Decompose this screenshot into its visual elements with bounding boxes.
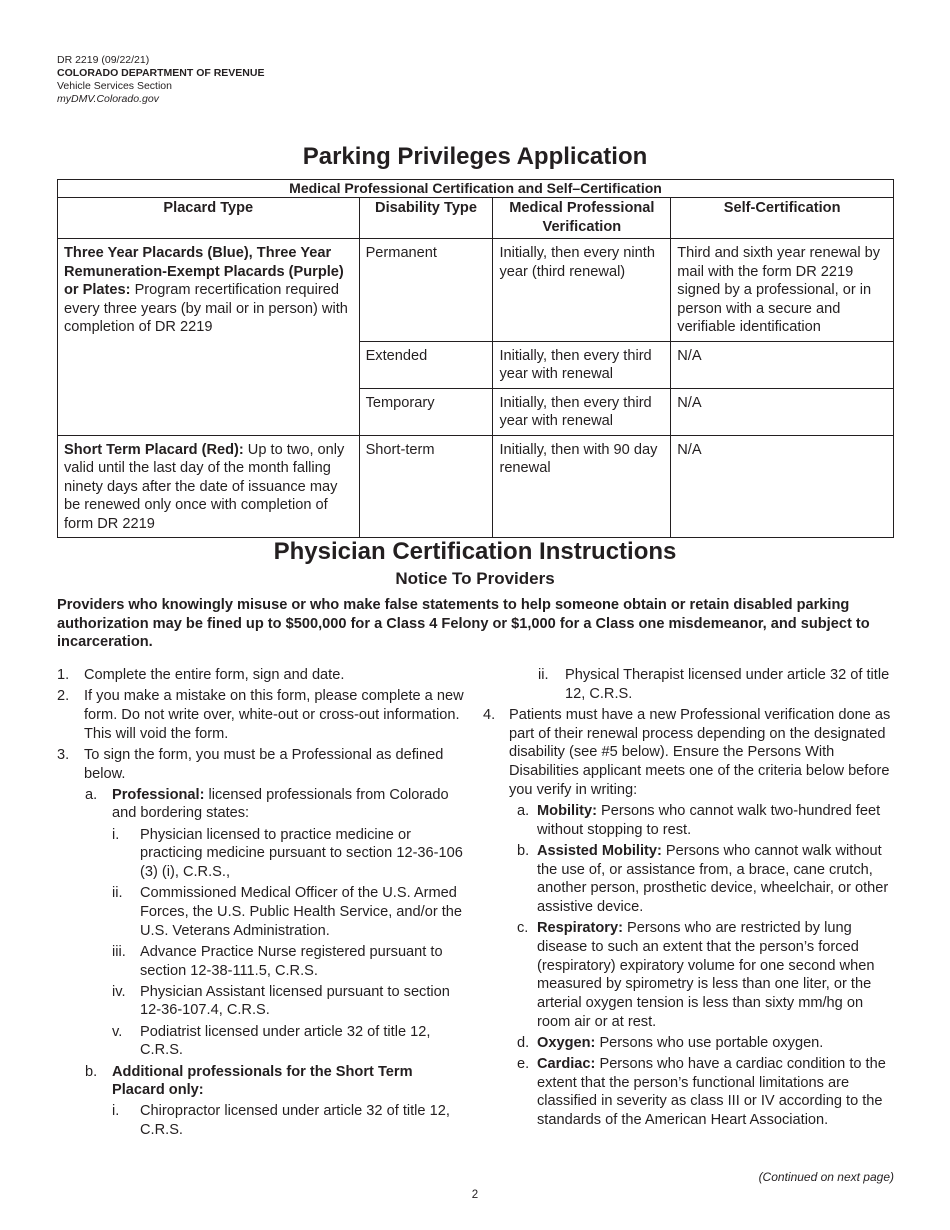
list-item bbox=[483, 1034, 895, 1053]
department-name: COLORADO DEPARTMENT OF REVENUE bbox=[57, 67, 265, 79]
list-item bbox=[483, 919, 895, 1031]
page-title: Parking Privileges Application bbox=[302, 143, 648, 170]
list-text: Patients must have a new Professional verification done as part of their renewal process depending on the designated disability (see #5 below). Ensure the Persons With Disabilities applicant meets one of the criteria below before you verify in writing: bbox=[509, 706, 891, 798]
list-text: Complete the entire form, sign and date. bbox=[84, 667, 345, 683]
list-text: Physician Assistant licensed pursuant to section 12-36-107.4, C.R.S. bbox=[140, 983, 450, 1019]
certification-table bbox=[57, 179, 894, 538]
list-term: Professional: bbox=[112, 786, 205, 803]
notice-text: Providers who knowingly misuse or who make false statements to help someone obtain or retain disabled parking authorization may be fined up to $500,000 for a Class 4 Felony or $1,000 for a Class one misdemeanor, and subject to incarceration. bbox=[57, 597, 870, 651]
list-number: b. bbox=[517, 842, 530, 859]
list-number: b. bbox=[85, 1063, 98, 1080]
placard-type-cell bbox=[58, 239, 360, 436]
table-row bbox=[58, 239, 894, 342]
self-cert-cell: N/A bbox=[671, 341, 894, 388]
list-term: Respiratory: bbox=[537, 920, 623, 937]
list-item bbox=[57, 1023, 467, 1060]
notice-title: Notice To Providers bbox=[395, 569, 555, 588]
self-cert-cell: Third and sixth year renewal by mail with the form DR 2219 signed by a professional, or in person with a secure and verifiable identification bbox=[671, 239, 894, 342]
list-text: Physician licensed to practice medicine or practicing medicine pursuant to section 12-36-106 (3) (i), C.R.S., bbox=[140, 826, 463, 881]
list-number: ii. bbox=[538, 667, 549, 683]
list-number: 2. bbox=[57, 688, 70, 705]
list-item bbox=[57, 786, 467, 823]
table-caption: Medical Professional Certification and Self–Certification bbox=[58, 180, 894, 198]
list-text: licensed professionals from Colorado and bordering states: bbox=[112, 786, 449, 822]
list-text: Advance Practice Nurse registered pursuant to section 12-38-111.5, C.R.S. bbox=[140, 943, 443, 979]
verification-cell: Initially, then with 90 day renewal bbox=[493, 435, 671, 538]
list-item bbox=[483, 1055, 895, 1130]
disability-type-cell: Short-term bbox=[359, 435, 493, 538]
instructions-left-column bbox=[57, 666, 467, 1142]
list-number: d. bbox=[517, 1034, 530, 1051]
list-text: If you make a mistake on this form, please complete a new form. Do not write over, white-out or cross-out information. This will void the form. bbox=[84, 688, 464, 742]
column-header: Disability Type bbox=[359, 198, 493, 239]
list-item bbox=[483, 706, 895, 800]
list-text: Podiatrist licensed under article 32 of title 12, C.R.S. bbox=[140, 1023, 431, 1059]
column-header: Placard Type bbox=[58, 198, 360, 239]
list-item bbox=[57, 884, 467, 940]
placard-type-text: Program recertification required every three years (by mail or in person) with completion of DR 2219 bbox=[64, 282, 348, 335]
list-term: Oxygen: bbox=[537, 1034, 596, 1051]
section-name: Vehicle Services Section bbox=[57, 80, 172, 92]
list-item bbox=[57, 746, 467, 783]
verification-cell: Initially, then every third year with renewal bbox=[493, 341, 671, 388]
list-number: a. bbox=[517, 802, 530, 819]
form-header bbox=[57, 54, 264, 106]
continued-note: (Continued on next page) bbox=[758, 1170, 894, 1184]
list-term: Mobility: bbox=[537, 802, 597, 819]
list-item bbox=[57, 666, 467, 685]
list-number: a. bbox=[85, 786, 98, 803]
page-number: 2 bbox=[471, 1189, 479, 1201]
verification-cell: Initially, then every ninth year (third renewal) bbox=[493, 239, 671, 342]
self-cert-cell: N/A bbox=[671, 388, 894, 435]
list-number: iii. bbox=[112, 943, 126, 960]
placard-type-cell bbox=[58, 435, 360, 538]
list-item bbox=[483, 666, 895, 703]
list-text: Persons who cannot walk two-hundred feet without stopping to rest. bbox=[537, 802, 881, 838]
list-number: 3. bbox=[57, 746, 70, 763]
list-number: ii. bbox=[112, 885, 123, 902]
disability-type-cell: Permanent bbox=[359, 239, 493, 342]
column-header: Medical Professional Verification bbox=[493, 198, 671, 239]
list-number: e. bbox=[517, 1056, 530, 1073]
list-item bbox=[57, 1063, 467, 1100]
list-number: 4. bbox=[483, 706, 496, 723]
list-text: Physical Therapist licensed under article 32 of title 12, C.R.S. bbox=[565, 667, 890, 702]
list-number: v. bbox=[112, 1023, 123, 1040]
self-cert-cell: N/A bbox=[671, 435, 894, 538]
list-item bbox=[57, 826, 467, 882]
list-term: Assisted Mobility: bbox=[537, 842, 662, 859]
instructions-title: Physician Certification Instructions bbox=[273, 538, 677, 565]
instructions-right-column bbox=[483, 666, 895, 1132]
list-number: c. bbox=[517, 920, 529, 937]
list-number: iv. bbox=[112, 983, 126, 1000]
disability-type-cell: Temporary bbox=[359, 388, 493, 435]
list-item bbox=[57, 943, 467, 980]
list-number: 1. bbox=[57, 667, 70, 683]
website: myDMV.Colorado.gov bbox=[57, 93, 159, 105]
placard-type-text: Up to two, only valid until the last day of the month falling ninety days after the date of issuance may be renewed only once with completion of form DR 2219 bbox=[64, 441, 345, 532]
list-text: Chiropractor licensed under article 32 of title 12, C.R.S. bbox=[140, 1103, 450, 1139]
list-text: To sign the form, you must be a Professional as defined below. bbox=[84, 746, 444, 782]
list-number: i. bbox=[112, 826, 120, 843]
list-number: i. bbox=[112, 1103, 120, 1120]
table-row bbox=[58, 435, 894, 538]
list-text: Persons who have a cardiac condition to the extent that the person’s functional limitations are classified in severity as class III or IV according to the standards of the American Heart Association. bbox=[537, 1056, 886, 1129]
list-text: Persons who cannot walk without the use of, or assistance from, a brace, cane crutch, another person, prosthetic device, wheelchair, or other assistive device. bbox=[537, 842, 889, 915]
placard-type-bold: Short Term Placard (Red): bbox=[64, 441, 244, 458]
list-item bbox=[483, 842, 895, 917]
verification-cell: Initially, then every third year with renewal bbox=[493, 388, 671, 435]
list-text: Persons who are restricted by lung disease to such an extent that the person’s forced (respiratory) expiratory volume for one second when measured by spirometry is less than one liter, or the arterial oxygen tension is less than sixty mm/hg on room air or at rest. bbox=[537, 920, 875, 1030]
placard-type-bold: Three Year Placards (Blue), Three Year Remuneration-Exempt Placards (Purple) or Plates: bbox=[64, 245, 344, 298]
form-id: DR 2219 (09/22/21) bbox=[57, 54, 150, 66]
list-item bbox=[57, 687, 467, 743]
column-header: Self-Certification bbox=[671, 198, 894, 239]
list-text: Persons who use portable oxygen. bbox=[595, 1034, 824, 1051]
list-text: Commissioned Medical Officer of the U.S. Armed Forces, the U.S. Public Health Service, and/or the U.S. Veterans Administration. bbox=[140, 885, 463, 939]
list-item bbox=[57, 983, 467, 1020]
list-item bbox=[483, 802, 895, 839]
list-term: Cardiac: bbox=[537, 1056, 596, 1073]
list-term: Additional professionals for the Short Term Placard only: bbox=[112, 1063, 413, 1099]
disability-type-cell: Extended bbox=[359, 341, 493, 388]
list-item bbox=[57, 1102, 467, 1139]
